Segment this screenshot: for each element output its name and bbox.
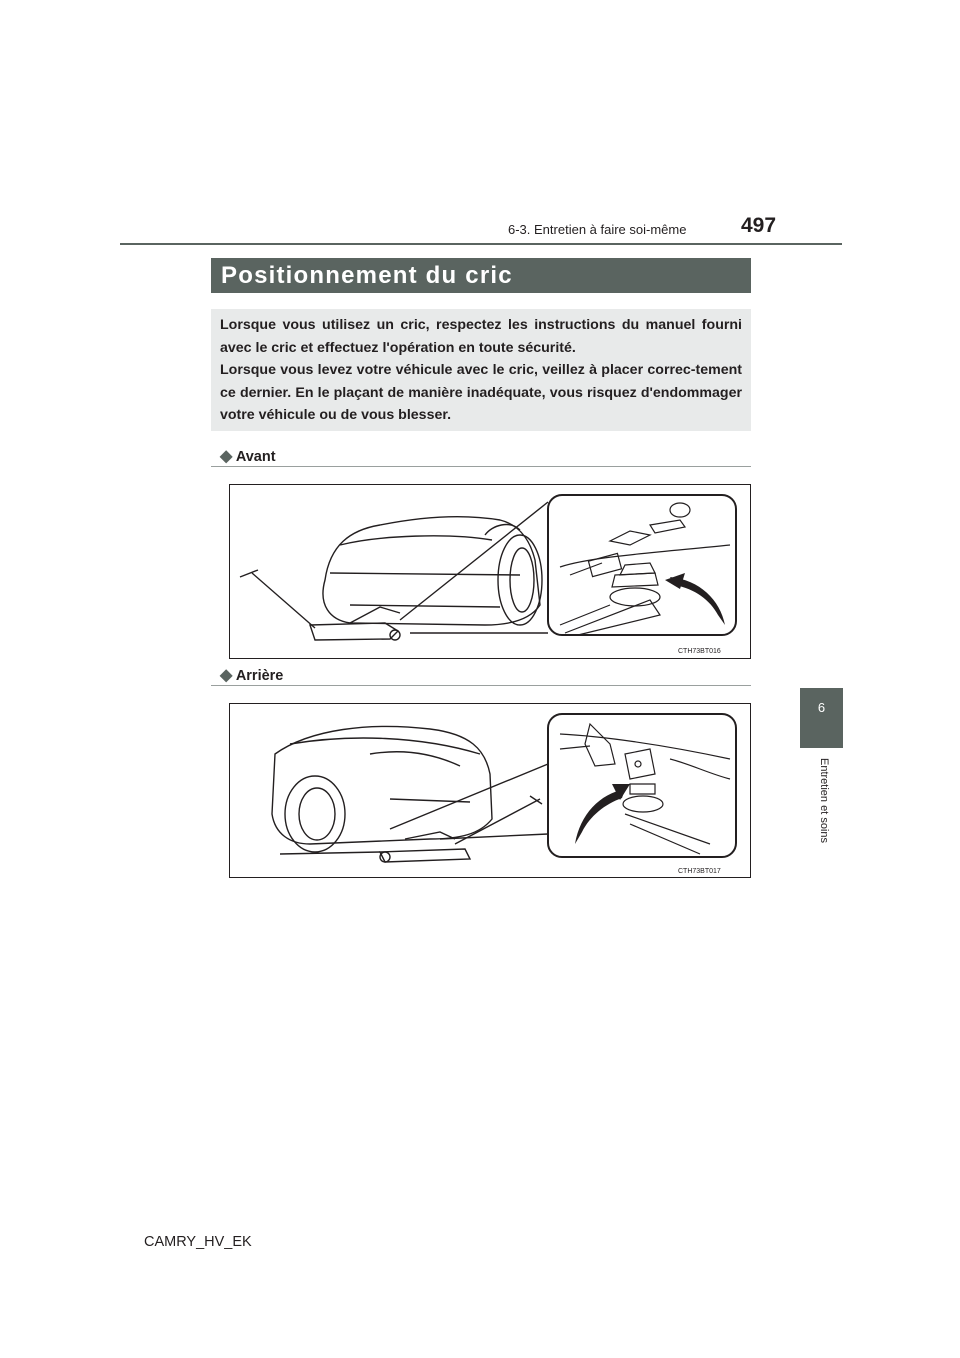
diamond-bullet-icon: ◆ xyxy=(220,667,233,684)
intro-paragraph: Lorsque vous levez votre véhicule avec le cric, veillez à placer correc-tement ce dernier. En le plaçant de manière inadéquate, vous risquez d'endommager votre véhicule ou de vous blesser. xyxy=(220,362,742,423)
section-divider xyxy=(211,685,751,686)
chapter-tab-label: Entretien et soins xyxy=(818,758,830,843)
section-divider xyxy=(211,466,751,467)
header-divider xyxy=(120,243,842,245)
figure-rear-jack-point xyxy=(229,703,751,878)
rear-jack-illustration xyxy=(230,704,750,877)
diamond-bullet-icon: ◆ xyxy=(220,448,233,465)
page-title: Positionnement du cric xyxy=(221,262,513,289)
section-heading-rear xyxy=(220,665,283,685)
section-heading-front xyxy=(220,446,276,466)
header-section-title: 6-3. Entretien à faire soi-même xyxy=(508,222,687,237)
page-number: 497 xyxy=(741,214,777,237)
footer-model-code: CAMRY_HV_EK xyxy=(144,1234,252,1250)
detail-inset xyxy=(548,495,736,635)
chapter-tab-number: 6 xyxy=(817,700,826,715)
section-heading-label: Avant xyxy=(235,449,276,465)
figure-code: CTH73BT016 xyxy=(678,648,721,655)
detail-inset xyxy=(548,714,736,857)
front-jack-illustration xyxy=(230,485,750,658)
figure-front-jack-point xyxy=(229,484,751,659)
section-heading-label: Arrière xyxy=(235,668,284,684)
chapter-tab xyxy=(800,688,843,748)
intro-paragraph: Lorsque vous utilisez un cric, respectez les instructions du manuel fourni avec le cric et effectuez l'opération en toute sécurité. xyxy=(220,317,742,356)
figure-code: CTH73BT017 xyxy=(678,868,721,875)
